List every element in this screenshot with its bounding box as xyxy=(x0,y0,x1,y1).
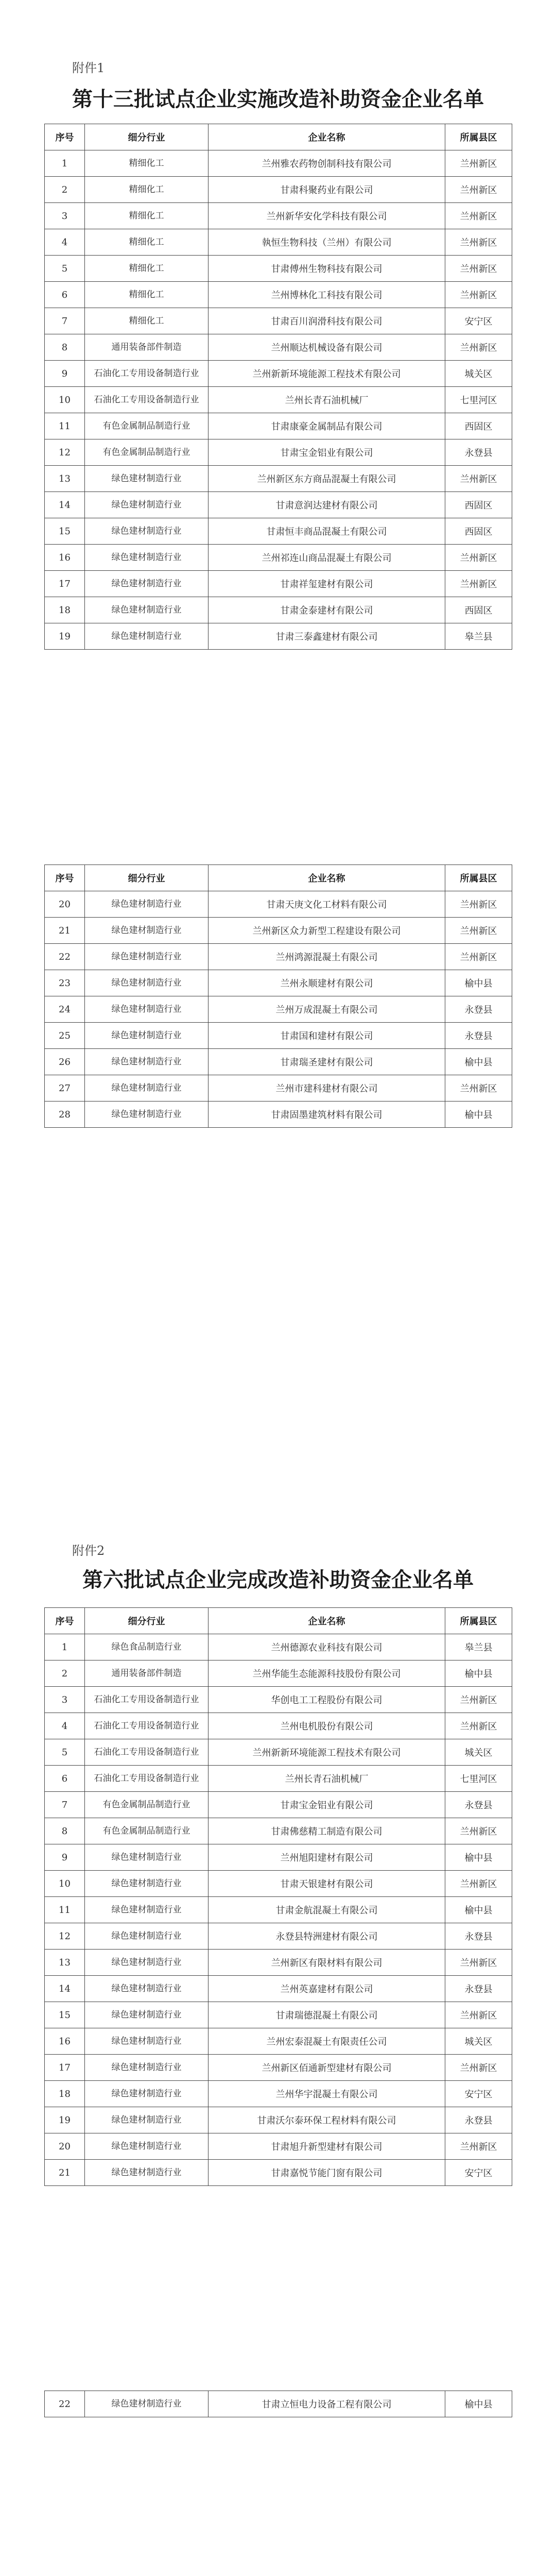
row-index-cell: 3 xyxy=(45,1687,85,1713)
table-row xyxy=(45,1897,512,1923)
row-index-cell: 4 xyxy=(45,1713,85,1739)
row-company-cell: 甘肃瑞圣建材有限公司 xyxy=(208,1049,445,1075)
row-district-cell: 兰州新区 xyxy=(445,1713,512,1739)
table-row xyxy=(45,1687,512,1713)
row-company-cell: 甘肃瑞德混凝土有限公司 xyxy=(208,2002,445,2028)
row-industry-cell: 绿色建材制造行业 xyxy=(85,545,208,571)
row-district-cell: 永登县 xyxy=(445,439,512,466)
table-row xyxy=(45,203,512,229)
row-industry-cell: 绿色食品制造行业 xyxy=(85,1634,208,1660)
row-index-cell: 5 xyxy=(45,256,85,282)
row-company-cell: 甘肃天银建材有限公司 xyxy=(208,1871,445,1897)
row-index-cell: 1 xyxy=(45,150,85,177)
row-industry-cell: 精细化工 xyxy=(85,282,208,308)
row-industry-cell: 绿色建材制造行业 xyxy=(85,1075,208,1101)
row-company-cell: 甘肃科聚药业有限公司 xyxy=(208,177,445,203)
header-company: 企业名称 xyxy=(208,1608,445,1634)
row-index-cell: 2 xyxy=(45,177,85,203)
table-row xyxy=(45,545,512,571)
row-company-cell: 甘肃嘉悦节能门窗有限公司 xyxy=(208,2160,445,2186)
row-industry-cell: 通用装备部件制造 xyxy=(85,1660,208,1687)
row-company-cell: 執恒生物科技（兰州）有限公司 xyxy=(208,229,445,256)
table-row xyxy=(45,518,512,545)
table-row xyxy=(45,282,512,308)
row-industry-cell: 绿色建材制造行业 xyxy=(85,2107,208,2133)
row-company-cell: 甘肃百川润滑科技有限公司 xyxy=(208,308,445,334)
row-company-cell: 甘肃天庚文化工材料有限公司 xyxy=(208,891,445,918)
table-row xyxy=(45,334,512,361)
row-index-cell: 13 xyxy=(45,466,85,492)
row-index-cell: 7 xyxy=(45,1792,85,1818)
row-company-cell: 甘肃固墨建筑材料有限公司 xyxy=(208,1101,445,1128)
row-industry-cell: 石油化工专用设备制造行业 xyxy=(85,1739,208,1766)
section-2-table-part-1 xyxy=(44,1607,512,2186)
section-2-table-part-2 xyxy=(44,2391,512,2417)
row-index-cell: 8 xyxy=(45,334,85,361)
table-row xyxy=(45,1075,512,1101)
row-industry-cell: 绿色建材制造行业 xyxy=(85,2028,208,2055)
row-industry-cell: 绿色建材制造行业 xyxy=(85,1897,208,1923)
table-row xyxy=(45,2002,512,2028)
row-industry-cell: 绿色建材制造行业 xyxy=(85,891,208,918)
row-index-cell: 21 xyxy=(45,918,85,944)
row-industry-cell: 绿色建材制造行业 xyxy=(85,996,208,1023)
row-district-cell: 西固区 xyxy=(445,492,512,518)
header-index: 序号 xyxy=(45,1608,85,1634)
header-index: 序号 xyxy=(45,865,85,891)
table-row xyxy=(45,597,512,623)
row-industry-cell: 精细化工 xyxy=(85,177,208,203)
row-industry-cell: 绿色建材制造行业 xyxy=(85,918,208,944)
table-row xyxy=(45,2107,512,2133)
row-index-cell: 12 xyxy=(45,1923,85,1950)
row-company-cell: 甘肃恒丰商品混凝土有限公司 xyxy=(208,518,445,545)
header-company: 企业名称 xyxy=(208,124,445,150)
row-district-cell: 兰州新区 xyxy=(445,2055,512,2081)
row-index-cell: 24 xyxy=(45,996,85,1023)
row-company-cell: 兰州英嘉建材有限公司 xyxy=(208,1976,445,2002)
table-row xyxy=(45,177,512,203)
table-row xyxy=(45,1792,512,1818)
row-company-cell: 兰州新区佰通新型建材有限公司 xyxy=(208,2055,445,2081)
row-company-cell: 兰州万成混凝土有限公司 xyxy=(208,996,445,1023)
row-index-cell: 22 xyxy=(45,2391,85,2417)
row-index-cell: 17 xyxy=(45,2055,85,2081)
row-industry-cell: 有色金属制品制造行业 xyxy=(85,439,208,466)
row-district-cell: 城关区 xyxy=(445,361,512,387)
row-index-cell: 10 xyxy=(45,1871,85,1897)
row-index-cell: 18 xyxy=(45,2081,85,2107)
row-district-cell: 榆中县 xyxy=(445,970,512,996)
row-index-cell: 10 xyxy=(45,387,85,413)
row-index-cell: 14 xyxy=(45,1976,85,2002)
table-row xyxy=(45,361,512,387)
row-industry-cell: 绿色建材制造行业 xyxy=(85,2081,208,2107)
row-company-cell: 兰州新区有限材料有限公司 xyxy=(208,1950,445,1976)
row-district-cell: 城关区 xyxy=(445,1739,512,1766)
row-district-cell: 兰州新区 xyxy=(445,944,512,970)
row-company-cell: 兰州博林化工科技有限公司 xyxy=(208,282,445,308)
table-row xyxy=(45,1660,512,1687)
row-district-cell: 榆中县 xyxy=(445,1844,512,1871)
row-district-cell: 西固区 xyxy=(445,518,512,545)
row-company-cell: 兰州华能生态能源科技股份有限公司 xyxy=(208,1660,445,1687)
row-industry-cell: 绿色建材制造行业 xyxy=(85,2055,208,2081)
row-company-cell: 兰州市建科建材有限公司 xyxy=(208,1075,445,1101)
row-district-cell: 永登县 xyxy=(445,996,512,1023)
row-index-cell: 14 xyxy=(45,492,85,518)
row-district-cell: 皋兰县 xyxy=(445,1634,512,1660)
row-index-cell: 2 xyxy=(45,1660,85,1687)
row-industry-cell: 绿色建材制造行业 xyxy=(85,623,208,650)
row-district-cell: 永登县 xyxy=(445,1023,512,1049)
row-industry-cell: 绿色建材制造行业 xyxy=(85,1101,208,1128)
table-row xyxy=(45,970,512,996)
row-index-cell: 3 xyxy=(45,203,85,229)
table-row xyxy=(45,918,512,944)
row-index-cell: 7 xyxy=(45,308,85,334)
row-company-cell: 兰州电机股份有限公司 xyxy=(208,1713,445,1739)
row-industry-cell: 通用装备部件制造 xyxy=(85,334,208,361)
table-row xyxy=(45,1023,512,1049)
section-1-table-part-1 xyxy=(44,124,512,650)
row-index-cell: 17 xyxy=(45,571,85,597)
table-row xyxy=(45,1871,512,1897)
table-row xyxy=(45,439,512,466)
row-industry-cell: 绿色建材制造行业 xyxy=(85,571,208,597)
row-company-cell: 甘肃沃尔泰环保工程材料有限公司 xyxy=(208,2107,445,2133)
row-index-cell: 9 xyxy=(45,1844,85,1871)
row-company-cell: 兰州永顺建材有限公司 xyxy=(208,970,445,996)
annex-2-label: 附件2 xyxy=(72,1544,105,1558)
row-district-cell: 榆中县 xyxy=(445,1101,512,1128)
row-index-cell: 20 xyxy=(45,2133,85,2160)
row-index-cell: 11 xyxy=(45,1897,85,1923)
table-row xyxy=(45,413,512,439)
row-company-cell: 兰州长青石油机械厂 xyxy=(208,387,445,413)
row-industry-cell: 精细化工 xyxy=(85,256,208,282)
table-row xyxy=(45,256,512,282)
row-district-cell: 兰州新区 xyxy=(445,256,512,282)
row-industry-cell: 绿色建材制造行业 xyxy=(85,1023,208,1049)
table-row xyxy=(45,1950,512,1976)
row-company-cell: 甘肃傅州生物科技有限公司 xyxy=(208,256,445,282)
row-district-cell: 榆中县 xyxy=(445,1660,512,1687)
row-district-cell: 皋兰县 xyxy=(445,623,512,650)
row-industry-cell: 精细化工 xyxy=(85,308,208,334)
row-district-cell: 兰州新区 xyxy=(445,1950,512,1976)
row-company-cell: 兰州宏泰混凝土有限责任公司 xyxy=(208,2028,445,2055)
row-district-cell: 兰州新区 xyxy=(445,1687,512,1713)
row-index-cell: 13 xyxy=(45,1950,85,1976)
row-district-cell: 兰州新区 xyxy=(445,571,512,597)
row-index-cell: 4 xyxy=(45,229,85,256)
row-index-cell: 9 xyxy=(45,361,85,387)
row-industry-cell: 绿色建材制造行业 xyxy=(85,2002,208,2028)
row-industry-cell: 石油化工专用设备制造行业 xyxy=(85,387,208,413)
row-industry-cell: 石油化工专用设备制造行业 xyxy=(85,1766,208,1792)
table-row xyxy=(45,2133,512,2160)
row-index-cell: 6 xyxy=(45,1766,85,1792)
row-district-cell: 兰州新区 xyxy=(445,1871,512,1897)
row-index-cell: 16 xyxy=(45,2028,85,2055)
row-company-cell: 甘肃佛慈精工制造有限公司 xyxy=(208,1818,445,1844)
row-industry-cell: 精细化工 xyxy=(85,229,208,256)
row-index-cell: 15 xyxy=(45,2002,85,2028)
table-row xyxy=(45,1818,512,1844)
header-industry: 细分行业 xyxy=(85,865,208,891)
row-index-cell: 16 xyxy=(45,545,85,571)
row-index-cell: 23 xyxy=(45,970,85,996)
row-industry-cell: 绿色建材制造行业 xyxy=(85,2160,208,2186)
table-row xyxy=(45,2081,512,2107)
table-row xyxy=(45,1634,512,1660)
row-company-cell: 甘肃三泰鑫建材有限公司 xyxy=(208,623,445,650)
row-company-cell: 兰州新新环境能源工程技术有限公司 xyxy=(208,1739,445,1766)
row-district-cell: 永登县 xyxy=(445,1923,512,1950)
row-index-cell: 20 xyxy=(45,891,85,918)
row-index-cell: 15 xyxy=(45,518,85,545)
row-index-cell: 11 xyxy=(45,413,85,439)
table-header-row xyxy=(45,1608,512,1634)
row-company-cell: 兰州雅农药物创制科技有限公司 xyxy=(208,150,445,177)
row-index-cell: 27 xyxy=(45,1075,85,1101)
row-district-cell: 兰州新区 xyxy=(445,150,512,177)
row-index-cell: 6 xyxy=(45,282,85,308)
row-district-cell: 榆中县 xyxy=(445,1049,512,1075)
row-district-cell: 安宁区 xyxy=(445,2160,512,2186)
row-district-cell: 兰州新区 xyxy=(445,545,512,571)
row-company-cell: 兰州鸿源混凝土有限公司 xyxy=(208,944,445,970)
table-row xyxy=(45,150,512,177)
row-index-cell: 22 xyxy=(45,944,85,970)
table-row xyxy=(45,308,512,334)
row-industry-cell: 绿色建材制造行业 xyxy=(85,944,208,970)
row-district-cell: 安宁区 xyxy=(445,308,512,334)
row-district-cell: 榆中县 xyxy=(445,2391,512,2417)
row-industry-cell: 绿色建材制造行业 xyxy=(85,2391,208,2417)
row-district-cell: 兰州新区 xyxy=(445,177,512,203)
row-district-cell: 兰州新区 xyxy=(445,466,512,492)
table-header-row xyxy=(45,865,512,891)
header-index: 序号 xyxy=(45,124,85,150)
row-index-cell: 18 xyxy=(45,597,85,623)
table-row xyxy=(45,571,512,597)
row-industry-cell: 绿色建材制造行业 xyxy=(85,970,208,996)
annex-1-label: 附件1 xyxy=(72,61,105,75)
row-industry-cell: 有色金属制品制造行业 xyxy=(85,1818,208,1844)
section-1-title: 第十三批试点企业实施改造补助资金企业名单 xyxy=(72,87,484,111)
row-industry-cell: 石油化工专用设备制造行业 xyxy=(85,1713,208,1739)
row-index-cell: 25 xyxy=(45,1023,85,1049)
row-district-cell: 七里河区 xyxy=(445,387,512,413)
header-industry: 细分行业 xyxy=(85,1608,208,1634)
table-row xyxy=(45,996,512,1023)
table-row xyxy=(45,387,512,413)
row-index-cell: 5 xyxy=(45,1739,85,1766)
table-row xyxy=(45,2055,512,2081)
row-company-cell: 兰州旭阳建材有限公司 xyxy=(208,1844,445,1871)
header-district: 所属县区 xyxy=(445,865,512,891)
row-company-cell: 永登县特洲建材有限公司 xyxy=(208,1923,445,1950)
row-company-cell: 甘肃国和建材有限公司 xyxy=(208,1023,445,1049)
table-row xyxy=(45,2391,512,2417)
table-row xyxy=(45,1844,512,1871)
row-district-cell: 榆中县 xyxy=(445,1897,512,1923)
row-company-cell: 兰州新区众力新型工程建设有限公司 xyxy=(208,918,445,944)
row-district-cell: 永登县 xyxy=(445,1792,512,1818)
row-industry-cell: 有色金属制品制造行业 xyxy=(85,413,208,439)
row-index-cell: 1 xyxy=(45,1634,85,1660)
row-industry-cell: 绿色建材制造行业 xyxy=(85,1976,208,2002)
section-1-table-part-2 xyxy=(44,865,512,1128)
row-industry-cell: 绿色建材制造行业 xyxy=(85,1871,208,1897)
row-industry-cell: 绿色建材制造行业 xyxy=(85,518,208,545)
table-header-row xyxy=(45,124,512,150)
row-industry-cell: 绿色建材制造行业 xyxy=(85,2133,208,2160)
row-district-cell: 兰州新区 xyxy=(445,229,512,256)
row-industry-cell: 精细化工 xyxy=(85,150,208,177)
row-industry-cell: 绿色建材制造行业 xyxy=(85,597,208,623)
row-industry-cell: 绿色建材制造行业 xyxy=(85,492,208,518)
table-row xyxy=(45,891,512,918)
header-industry: 细分行业 xyxy=(85,124,208,150)
row-index-cell: 21 xyxy=(45,2160,85,2186)
header-company: 企业名称 xyxy=(208,865,445,891)
row-district-cell: 兰州新区 xyxy=(445,918,512,944)
table-row xyxy=(45,492,512,518)
table-row xyxy=(45,623,512,650)
row-company-cell: 兰州新新环境能源工程技术有限公司 xyxy=(208,361,445,387)
row-index-cell: 19 xyxy=(45,623,85,650)
table-row xyxy=(45,944,512,970)
row-industry-cell: 有色金属制品制造行业 xyxy=(85,1792,208,1818)
table-row xyxy=(45,1923,512,1950)
row-company-cell: 甘肃旭升新型建材有限公司 xyxy=(208,2133,445,2160)
row-industry-cell: 绿色建材制造行业 xyxy=(85,1844,208,1871)
row-district-cell: 七里河区 xyxy=(445,1766,512,1792)
row-company-cell: 甘肃意润达建材有限公司 xyxy=(208,492,445,518)
row-company-cell: 甘肃金泰建材有限公司 xyxy=(208,597,445,623)
row-district-cell: 兰州新区 xyxy=(445,1818,512,1844)
row-district-cell: 城关区 xyxy=(445,2028,512,2055)
row-company-cell: 兰州长青石油机械厂 xyxy=(208,1766,445,1792)
row-district-cell: 兰州新区 xyxy=(445,2133,512,2160)
row-company-cell: 兰州德源农业科技有限公司 xyxy=(208,1634,445,1660)
row-district-cell: 兰州新区 xyxy=(445,334,512,361)
row-district-cell: 永登县 xyxy=(445,1976,512,2002)
row-industry-cell: 绿色建材制造行业 xyxy=(85,1950,208,1976)
table-row xyxy=(45,1766,512,1792)
table-row xyxy=(45,1739,512,1766)
table-row xyxy=(45,2160,512,2186)
header-district: 所属县区 xyxy=(445,1608,512,1634)
row-company-cell: 兰州祁连山商品混凝土有限公司 xyxy=(208,545,445,571)
row-company-cell: 兰州华宇混凝土有限公司 xyxy=(208,2081,445,2107)
row-company-cell: 甘肃康豪金属制品有限公司 xyxy=(208,413,445,439)
row-index-cell: 8 xyxy=(45,1818,85,1844)
table-row xyxy=(45,466,512,492)
row-industry-cell: 石油化工专用设备制造行业 xyxy=(85,1687,208,1713)
row-industry-cell: 绿色建材制造行业 xyxy=(85,1923,208,1950)
row-company-cell: 甘肃金航混凝土有限公司 xyxy=(208,1897,445,1923)
row-company-cell: 兰州新华安化学科技有限公司 xyxy=(208,203,445,229)
row-industry-cell: 绿色建材制造行业 xyxy=(85,466,208,492)
row-index-cell: 12 xyxy=(45,439,85,466)
row-index-cell: 26 xyxy=(45,1049,85,1075)
row-district-cell: 西固区 xyxy=(445,597,512,623)
table-row xyxy=(45,1049,512,1075)
row-district-cell: 西固区 xyxy=(445,413,512,439)
row-index-cell: 28 xyxy=(45,1101,85,1128)
table-row xyxy=(45,1101,512,1128)
row-district-cell: 兰州新区 xyxy=(445,282,512,308)
row-district-cell: 永登县 xyxy=(445,2107,512,2133)
row-company-cell: 甘肃祥玺建材有限公司 xyxy=(208,571,445,597)
row-district-cell: 安宁区 xyxy=(445,2081,512,2107)
row-district-cell: 兰州新区 xyxy=(445,891,512,918)
row-district-cell: 兰州新区 xyxy=(445,2002,512,2028)
row-company-cell: 兰州顺达机械设备有限公司 xyxy=(208,334,445,361)
row-company-cell: 兰州新区东方商品混凝土有限公司 xyxy=(208,466,445,492)
table-row xyxy=(45,1713,512,1739)
row-district-cell: 兰州新区 xyxy=(445,203,512,229)
header-district: 所属县区 xyxy=(445,124,512,150)
row-company-cell: 华创电工工程股份有限公司 xyxy=(208,1687,445,1713)
row-company-cell: 甘肃宝金铝业有限公司 xyxy=(208,439,445,466)
section-2-title: 第六批试点企业完成改造补助资金企业名单 xyxy=(82,1568,474,1592)
row-industry-cell: 绿色建材制造行业 xyxy=(85,1049,208,1075)
row-company-cell: 甘肃宝金铝业有限公司 xyxy=(208,1792,445,1818)
row-company-cell: 甘肃立恒电力设备工程有限公司 xyxy=(208,2391,445,2417)
table-row xyxy=(45,2028,512,2055)
table-row xyxy=(45,1976,512,2002)
row-district-cell: 兰州新区 xyxy=(445,1075,512,1101)
row-industry-cell: 精细化工 xyxy=(85,203,208,229)
row-index-cell: 19 xyxy=(45,2107,85,2133)
table-row xyxy=(45,229,512,256)
row-industry-cell: 石油化工专用设备制造行业 xyxy=(85,361,208,387)
